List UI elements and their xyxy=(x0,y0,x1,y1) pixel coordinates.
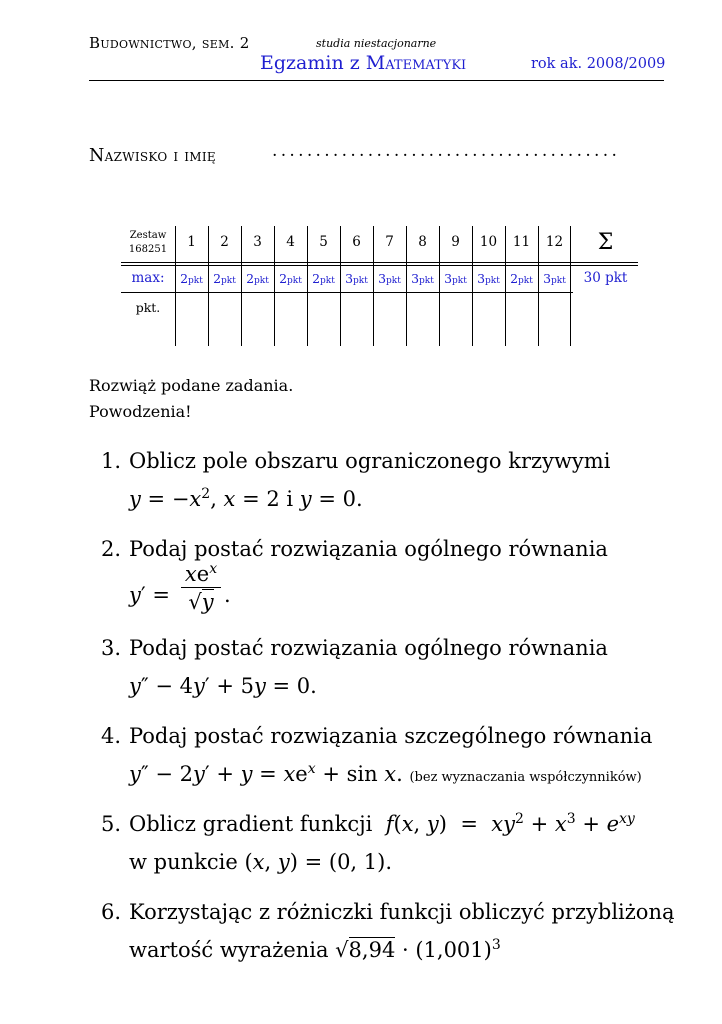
task-number: 4. xyxy=(101,724,122,748)
task-text: Oblicz pole obszaru ograniczonego krzywymi xyxy=(129,449,611,473)
task-number-header: 11 xyxy=(512,234,531,250)
task-number: 3. xyxy=(101,636,122,660)
task-number-header: 1 xyxy=(187,234,196,250)
academic-year: rok ak. 2008/2009 xyxy=(531,56,666,72)
score-entry-cell[interactable] xyxy=(406,294,439,344)
task-formula: $y = -x^2$, x = 2 i y = 0. xyxy=(129,486,363,511)
exam-title xyxy=(260,52,466,74)
zestaw-cell xyxy=(121,229,175,257)
task-formula: y″ − 4y′ + 5y = 0. xyxy=(129,674,317,698)
max-points-cell: 2pkt xyxy=(312,271,335,286)
task-number-header: 6 xyxy=(352,234,361,250)
score-entry-cell[interactable] xyxy=(307,294,340,344)
name-dots[interactable]: ........................................ xyxy=(272,141,621,161)
max-points-cell: 3pkt xyxy=(477,271,500,286)
max-points-cell: 3pkt xyxy=(378,271,401,286)
fraction xyxy=(181,561,221,616)
task-text: Korzystając z różniczki funkcji obliczyć przybliżoną xyxy=(129,900,675,924)
zestaw-label: Zestaw xyxy=(129,230,167,241)
max-points-cell: 2pkt xyxy=(279,271,302,286)
task-number: 2. xyxy=(101,537,122,561)
max-points-cell: 3pkt xyxy=(444,271,467,286)
max-points-cell: 3pkt xyxy=(543,271,566,286)
max-label: max: xyxy=(131,270,165,286)
task-formula: $y'' - 2y' + y = xe^x + \sin x$. (bez wyznaczania współczynników) xyxy=(129,761,642,786)
task-line2: wartość wyrażenia $√8,94 \cdot (1,001)^3$ xyxy=(129,937,501,962)
zestaw-number: 168251 xyxy=(128,244,168,255)
task-number: 1. xyxy=(101,449,122,473)
pkt-label: pkt. xyxy=(135,300,161,315)
score-entry-cell[interactable] xyxy=(274,294,307,344)
score-entry-cell[interactable] xyxy=(472,294,505,344)
task-number-header: 9 xyxy=(451,234,460,250)
task-number-header: 2 xyxy=(220,234,229,250)
score-entry-cell[interactable] xyxy=(340,294,373,344)
max-points-cell: 2pkt xyxy=(213,271,236,286)
task-formula: y′ = xyxy=(129,583,170,607)
task-number-header: 4 xyxy=(286,234,295,250)
task-number: 6. xyxy=(101,900,122,924)
study-mode: studia niestacjonarne xyxy=(316,37,437,50)
task-line2-text: wartość wyrażenia xyxy=(129,938,329,962)
fraction-denominator: √y xyxy=(188,590,214,614)
max-points-cell: 2pkt xyxy=(510,271,533,286)
max-points-cell: 3pkt xyxy=(411,271,434,286)
task-number-header: 3 xyxy=(253,234,262,250)
task-line2: w punkcie (x, y) = (0, 1). xyxy=(129,850,393,874)
intro-line2: Powodzenia! xyxy=(89,402,192,421)
total-points: 30 pkt xyxy=(583,270,628,286)
task-text: Podaj postać rozwiązania szczególnego równania xyxy=(129,724,653,748)
task-text: Oblicz gradient funkcji f(x, $y) = xy^2 + x^3 + e^{xy}$ xyxy=(129,811,635,836)
max-points-cell: 2pkt xyxy=(246,271,269,286)
score-entry-cell[interactable] xyxy=(505,294,538,344)
course-label: Budownictwo, sem. 2 xyxy=(89,34,250,52)
task-note: (bez wyznaczania współczynników) xyxy=(409,770,642,785)
score-table xyxy=(121,226,638,346)
table-row-divider xyxy=(121,265,638,266)
score-entry-cell[interactable] xyxy=(373,294,406,344)
fraction-numerator: $xe^x$ xyxy=(181,561,221,588)
table-row-divider xyxy=(121,262,638,263)
exam-title-subject: Matematyki xyxy=(365,52,467,74)
task-number-header: 8 xyxy=(418,234,427,250)
task-text: Podaj postać rozwiązania ogólnego równania xyxy=(129,636,608,660)
score-entry-cell[interactable] xyxy=(538,294,571,344)
task-number-header: 5 xyxy=(319,234,328,250)
task-text: Podaj postać rozwiązania ogólnego równania xyxy=(129,537,608,561)
header-rule xyxy=(89,80,664,81)
intro xyxy=(89,373,293,425)
sum-symbol: Σ xyxy=(597,230,614,255)
table-row-divider xyxy=(121,292,573,293)
task-number-header: 12 xyxy=(545,234,564,250)
score-entry-cell[interactable] xyxy=(439,294,472,344)
max-points-cell: 2pkt xyxy=(180,271,203,286)
score-entry-cell[interactable] xyxy=(208,294,241,344)
exam-title-prefix: Egzamin z xyxy=(260,52,360,74)
period: . xyxy=(224,583,231,607)
name-label: Nazwisko i imię xyxy=(89,146,216,166)
task-number-header: 10 xyxy=(479,234,498,250)
score-entry-cell[interactable] xyxy=(175,294,208,344)
max-points-cell: 3pkt xyxy=(345,271,368,286)
score-entry-cell[interactable] xyxy=(241,294,274,344)
task-number: 5. xyxy=(101,812,122,836)
intro-line1: Rozwiąż podane zadania. xyxy=(89,376,294,395)
task-number-header: 7 xyxy=(385,234,394,250)
